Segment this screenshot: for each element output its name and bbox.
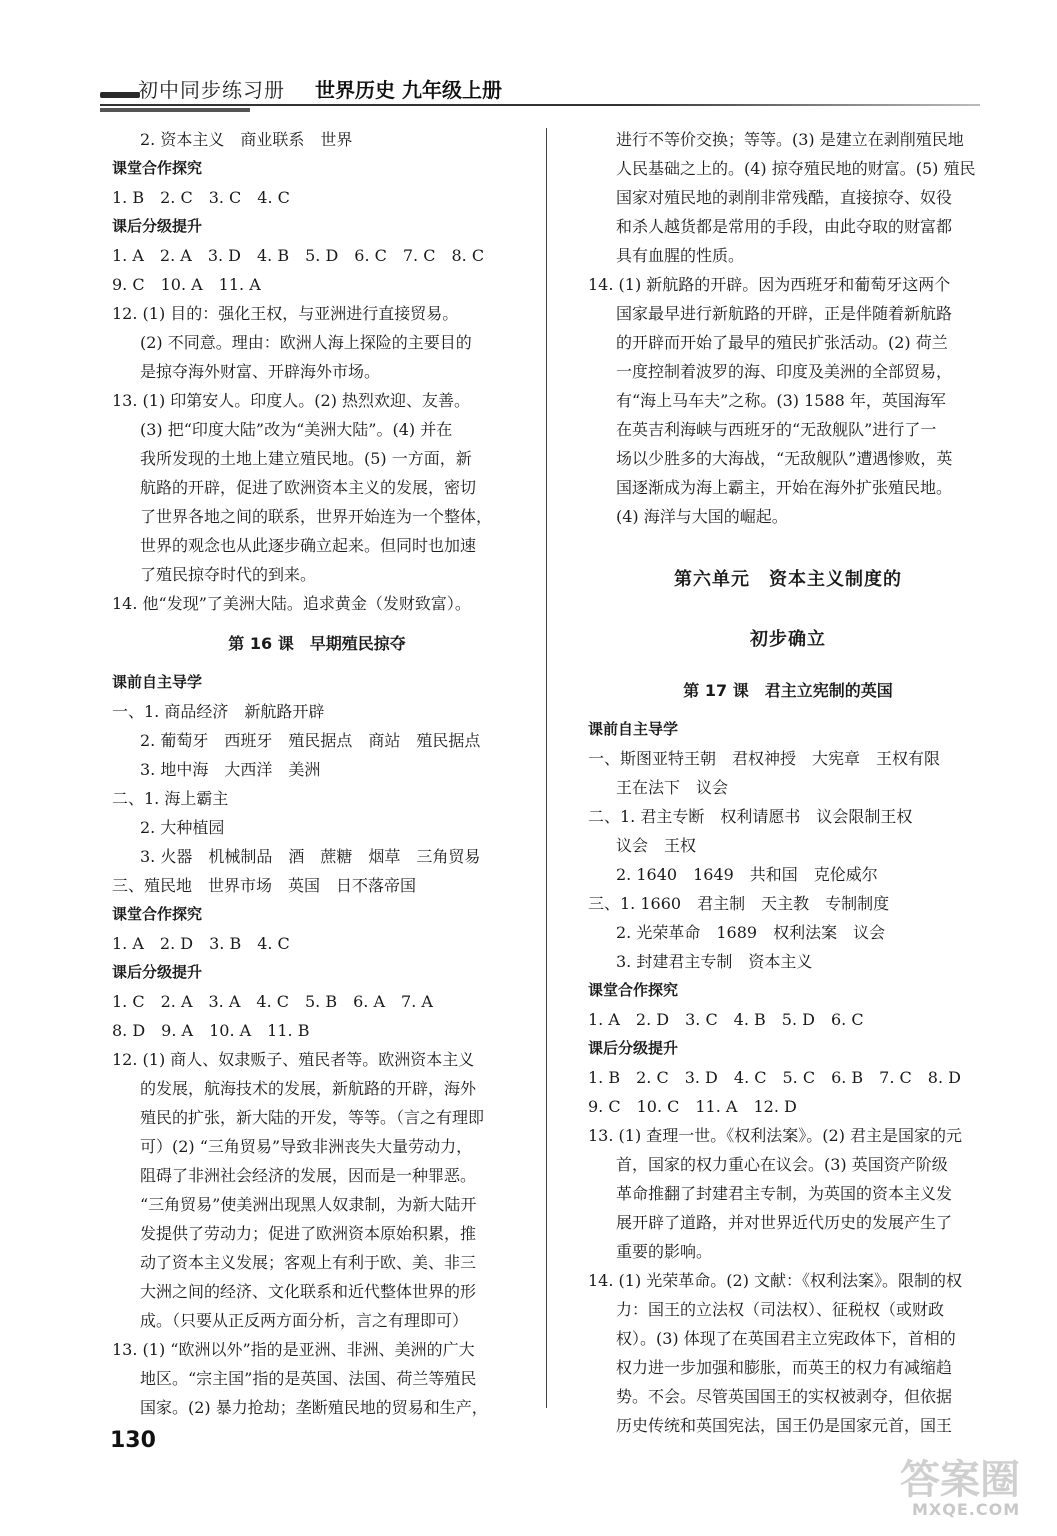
unit-title-continued: 初步确立 <box>750 629 826 650</box>
watermark-url: MXQE.COM <box>912 1500 1021 1519</box>
answer-line: 13. (1) 印第安人。印度人。(2) 热烈欢迎、友善。 <box>112 391 471 410</box>
answer-line: 人民基础之上的。(4) 掠夺殖民地的财富。(5) 殖民 <box>616 159 976 178</box>
answer-line: 3. 火器 机械制品 酒 蔗糖 烟草 三角贸易 <box>140 847 481 866</box>
answer-line: 的开辟而开始了最早的殖民扩张活动。(2) 荷兰 <box>616 333 948 352</box>
answer-line: 三、1. 1660 君主制 天主教 专制制度 <box>588 894 890 913</box>
answer-line: “三角贸易”使美洲出现黑人奴隶制，为新大陆开 <box>140 1195 477 1214</box>
header-rule <box>100 104 980 106</box>
right-column <box>588 125 988 1440</box>
answer-line: 2. 1640 1649 共和国 克伦威尔 <box>616 865 878 884</box>
answer-line: 我所发现的土地上建立殖民地。(5) 一方面，新 <box>140 449 472 468</box>
answer-line: 一度控制着波罗的海、印度及美洲的全部贸易， <box>616 362 953 381</box>
answer-line: 有“海上马车夫”之称。(3) 1588 年，英国海军 <box>616 391 946 410</box>
unit-title: 第六单元 资本主义制度的 <box>674 569 902 590</box>
answer-line: (4) 海洋与大国的崛起。 <box>616 507 788 526</box>
lesson-title-16: 第 16 课 早期殖民掠夺 <box>228 634 406 653</box>
answer-line: 阻碍了非洲社会经济的发展，因而是一种罪恶。 <box>140 1166 477 1185</box>
answer-line: 12. (1) 目的：强化王权，与亚洲进行直接贸易。 <box>112 304 459 323</box>
answer-line: 一、1. 商品经济 新航路开辟 <box>112 702 325 721</box>
section-heading: 课后分级提升 <box>588 1039 679 1057</box>
answer-line: 14. 他“发现”了美洲大陆。追求黄金（发财致富）。 <box>112 594 471 613</box>
answer-line: 力：国王的立法权（司法权）、征税权（或财政 <box>616 1300 945 1319</box>
answer-line: 重要的影响。 <box>616 1242 713 1261</box>
lesson-title-17: 第 17 课 君主立宪制的英国 <box>683 681 893 700</box>
answer-line: 14. (1) 光荣革命。(2) 文献：《权利法案》。限制的权 <box>588 1271 963 1290</box>
left-column <box>112 125 522 1422</box>
spacer <box>588 531 988 545</box>
page-number: 130 <box>110 1428 156 1453</box>
answer-line: 历史传统和英国宪法，国王仍是国家元首，国王 <box>616 1416 953 1435</box>
answer-line: 势。不会。尽管英国国王的实权被剥夺，但依据 <box>616 1387 953 1406</box>
answer-line: 航路的开辟，促进了欧洲资本主义的发展，密切 <box>140 478 477 497</box>
answer-line: 是掠夺海外财富、开辟海外市场。 <box>140 362 381 381</box>
header-rule-accent <box>100 108 250 112</box>
answer-line: 14. (1) 新航路的开辟。因为西班牙和葡萄牙这两个 <box>588 275 951 294</box>
answer-line: 9. C 10. A 11. A <box>112 275 261 294</box>
answer-line: 在英吉利海峡与西班牙的“无敌舰队”进行了一 <box>616 420 937 439</box>
answer-line: 1. A 2. D 3. C 4. B 5. D 6. C <box>588 1010 864 1029</box>
answer-line: 1. B 2. C 3. C 4. C <box>112 188 290 207</box>
answer-line: 13. (1) 查理一世。《权利法案》。(2) 君主是国家的元 <box>588 1126 963 1145</box>
answer-line: 2. 大种植园 <box>140 818 225 837</box>
answer-line: 1. C 2. A 3. A 4. C 5. B 6. A 7. A <box>112 992 433 1011</box>
answer-line: 大洲之间的经济、文化联系和近代整体世界的形 <box>140 1282 477 1301</box>
answer-line: 权）。(3) 体现了在英国君主立宪政体下，首相的 <box>616 1329 956 1348</box>
answer-line: 具有血腥的性质。 <box>616 246 745 265</box>
watermark-text: 答案圈 <box>900 1457 1020 1503</box>
answer-line: 2. 光荣革命 1689 权利法案 议会 <box>616 923 886 942</box>
answer-line: (3) 把“印度大陆”改为“美洲大陆”。(4) 并在 <box>140 420 453 439</box>
answer-line: 首，国家的权力重心在议会。(3) 英国资产阶级 <box>616 1155 948 1174</box>
answer-line: 发提供了劳动力；促进了欧洲资本原始积累，推 <box>140 1224 477 1243</box>
answer-line: 二、1. 君主专断 权利请愿书 议会限制王权 <box>588 807 913 826</box>
section-heading: 课后分级提升 <box>112 963 203 981</box>
answer-line: 12. (1) 商人、奴隶贩子、殖民者等。欧洲资本主义 <box>112 1050 475 1069</box>
book-subject-title: 世界历史 九年级上册 <box>315 78 502 102</box>
answer-line: 王在法下 议会 <box>616 778 729 797</box>
section-heading: 课堂合作探究 <box>588 981 679 999</box>
answer-line: 3. 封建君主专制 资本主义 <box>616 952 813 971</box>
answer-line: 可）(2) “三角贸易”导致非洲丧失大量劳动力， <box>140 1137 473 1156</box>
answer-line: 议会 王权 <box>616 836 697 855</box>
answer-line: 进行不等价交换；等等。(3) 是建立在剥削殖民地 <box>616 130 964 149</box>
answer-line: 地区。“宗主国”指的是英国、法国、荷兰等殖民 <box>140 1369 477 1388</box>
answer-line: 世界的观念也从此逐步确立起来。但同时也加速 <box>140 536 477 555</box>
answer-line: 三、殖民地 世界市场 英国 日不落帝国 <box>112 876 417 895</box>
section-heading: 课堂合作探究 <box>112 159 203 177</box>
answer-line: 了世界各地之间的联系，世界开始连为一个整体， <box>140 507 493 526</box>
section-heading: 课前自主导学 <box>112 673 203 691</box>
answer-line: 场以少胜多的大海战，“无敌舰队”遭遇惨败，英 <box>616 449 953 468</box>
header-decoration <box>100 92 140 98</box>
answer-line: 了殖民掠夺时代的到来。 <box>140 565 317 584</box>
column-divider <box>546 128 547 1408</box>
answer-line: 1. A 2. D 3. B 4. C <box>112 934 290 953</box>
answer-line: 展开辟了道路，并对世界近代历史的发展产生了 <box>616 1213 953 1232</box>
section-heading: 课前自主导学 <box>588 720 679 738</box>
page-header <box>100 70 980 110</box>
answer-line: 1. B 2. C 3. D 4. C 5. C 6. B 7. C 8. D <box>588 1068 961 1087</box>
answer-line: 二、1. 海上霸主 <box>112 789 229 808</box>
answer-line: 和杀人越货都是常用的手段，由此夺取的财富都 <box>616 217 953 236</box>
answer-line: 国逐渐成为海上霸主，开始在海外扩张殖民地。 <box>616 478 953 497</box>
answer-line: (2) 不同意。理由：欧洲人海上探险的主要目的 <box>140 333 472 352</box>
book-series-title: 初中同步练习册 <box>138 78 285 102</box>
section-heading: 课堂合作探究 <box>112 905 203 923</box>
answer-line: 权力进一步加强和膨胀，而英王的权力有减缩趋 <box>616 1358 953 1377</box>
answer-line: 革命推翻了封建君主专制，为英国的资本主义发 <box>616 1184 953 1203</box>
answer-line: 3. 地中海 大西洋 美洲 <box>140 760 321 779</box>
answer-line: 2. 葡萄牙 西班牙 殖民据点 商站 殖民据点 <box>140 731 481 750</box>
answer-line: 成。（只要从正反两方面分析，言之有理即可） <box>140 1311 469 1330</box>
answer-line: 国家对殖民地的剥削非常残酷，直接掠夺、奴役 <box>616 188 953 207</box>
answer-line: 殖民的扩张，新大陆的开发，等等。（言之有理即 <box>140 1108 485 1127</box>
watermark-logo <box>900 1448 1040 1528</box>
answer-line: 一、斯图亚特王朝 君权神授 大宪章 王权有限 <box>588 749 941 768</box>
answer-line: 的发展，航海技术的发展，新航路的开辟，海外 <box>140 1079 477 1098</box>
answer-line: 动了资本主义发展；客观上有利于欧、美、非三 <box>140 1253 477 1272</box>
answer-line: 国家最早进行新航路的开辟，正是伴随着新航路 <box>616 304 953 323</box>
answer-line: 1. A 2. A 3. D 4. B 5. D 6. C 7. C 8. C <box>112 246 485 265</box>
section-heading: 课后分级提升 <box>112 217 203 235</box>
answer-line: 8. D 9. A 10. A 11. B <box>112 1021 310 1040</box>
answer-line: 国家。(2) 暴力抢劫；垄断殖民地的贸易和生产， <box>140 1398 488 1417</box>
answer-line: 13. (1) “欧洲以外”指的是亚洲、非洲、美洲的广大 <box>112 1340 475 1359</box>
answer-line: 9. C 10. C 11. A 12. D <box>588 1097 797 1116</box>
answer-line: 2. 资本主义 商业联系 世界 <box>140 130 353 149</box>
